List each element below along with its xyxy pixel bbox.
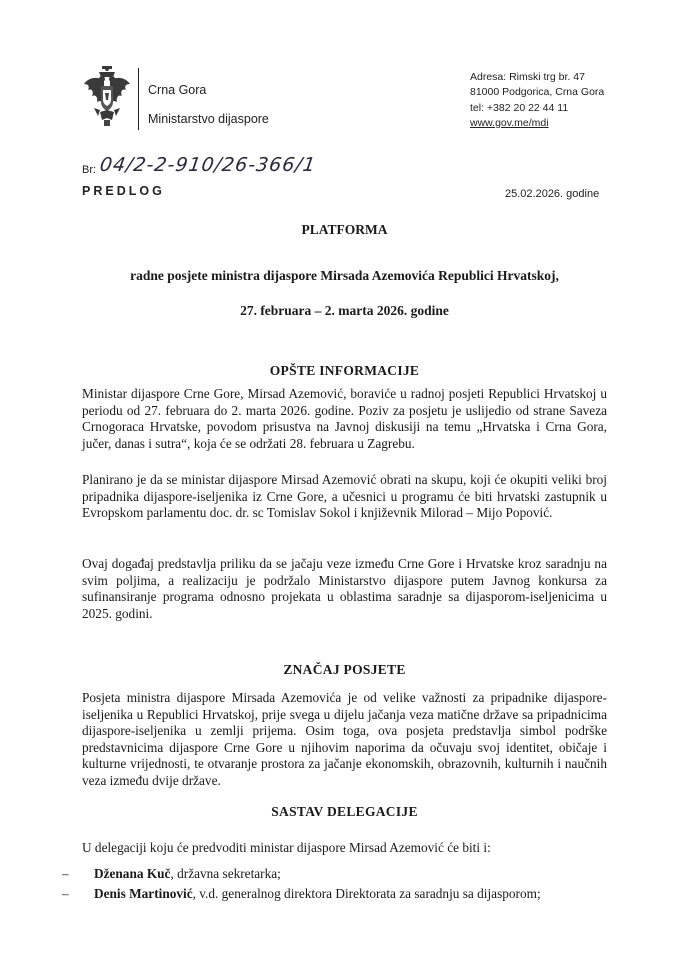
country-name: Crna Gora — [148, 83, 207, 97]
phone-line: tel: +382 20 22 44 11 — [470, 101, 569, 114]
reference-number-handwritten: 04/2-2-910/26-366/1 — [98, 154, 318, 176]
list-dash: – — [62, 886, 69, 901]
institution-block — [148, 76, 269, 134]
member-role: , v.d. generalnog direktora Direktorata za saradnju sa dijasporom; — [192, 886, 541, 901]
contact-block — [470, 70, 604, 131]
reference-label: Br: — [82, 164, 97, 176]
general-paragraph-2: Planirano je da se ministar dijaspore Mirsad Azemović obrati na skupu, koji će okupiti veliki broj pripadnika dijaspore-iseljenika iz Crne Gore, a učesnici u programu će biti hrvatski zastupnik u Evropskom parlamentu doc. dr. sc Tomislav Sokol i književnik Milorad – Mijo Popović. — [82, 472, 607, 521]
list-item — [62, 884, 622, 904]
member-name: Dženana Kuč — [94, 866, 171, 881]
address-line-1: Adresa: Rimski trg br. 47 — [470, 71, 585, 83]
coat-of-arms-icon — [82, 64, 132, 128]
heading-significance: ZNAČAJ POSJETE — [283, 662, 406, 677]
document-title: PLATFORMA — [301, 222, 388, 237]
document-subtitle: radne posjete ministra dijaspore Mirsada Azemovića Republici Hrvatskoj, — [130, 268, 559, 283]
delegation-intro: U delegaciji koju će predvoditi ministar dijaspore Mirsad Azemović će biti i: — [82, 840, 491, 855]
document-date: 25.02.2026. godine — [505, 188, 600, 200]
list-dash: – — [62, 866, 69, 881]
heading-delegation: SASTAV DELEGACIJE — [271, 804, 418, 819]
header-divider — [138, 68, 139, 130]
website-link[interactable]: www.gov.me/mdi — [470, 116, 549, 129]
member-name: Denis Martinović — [94, 886, 193, 901]
list-item — [62, 864, 622, 884]
heading-general-info: OPŠTE INFORMACIJE — [269, 363, 420, 378]
document-status: PREDLOG — [82, 184, 165, 198]
delegation-list — [62, 864, 622, 904]
visit-dates: 27. februara – 2. marta 2026. godine — [240, 303, 449, 318]
address-line-2: 81000 Podgorica, Crna Gora — [470, 86, 605, 99]
reference-number-line — [82, 146, 316, 176]
general-paragraph-3: Ovaj događaj predstavlja priliku da se jačaju veze između Crne Gore i Hrvatske kroz saradnju na svim poljima, a realizaciju je podržalo Ministarstvo dijaspore putem Javnog konkursa za sufinansiranje programa odnosno projekata u oblastima saradnje sa dijasporom-iseljenicima u 2025. godini. — [82, 556, 607, 621]
general-paragraph-1: Ministar dijaspore Crne Gore, Mirsad Azemović, boraviće u radnoj posjeti Republici Hrvatskoj u periodu od 27. februara do 2. marta 2026. godine. Poziv za posjetu je uslijedio od strane Saveza Crnogoraca Hrvatske, povodom prisustva na Javnoj diskusiji na temu „Hrvatska i Crna Gora, jučer, danas i sutra“, koja će se održati 28. februara u Zagrebu. — [82, 386, 607, 451]
significance-paragraph: Posjeta ministra dijaspore Mirsada Azemovića je od velike važnosti za pripadnike dijaspore-iseljenika u Republici Hrvatskoj, prije svega u dijelu jačanja veza matične države sa pripadnicima dijaspore-iseljenika u zemlji prijema. Osim toga, ova posjeta predstavlja simbol podrške predstavnicima dijaspore Crne Gore u njihovim naporima da očuvaju svoj identitet, običaje i kulturne vrijednosti, te otvaranje prostora za jačanje ekonomskih, obrazovnih, kulturnih i naučnih veza između dvije države. — [82, 690, 607, 788]
ministry-name: Ministarstvo dijaspore — [148, 112, 269, 126]
member-role: , državna sekretarka; — [170, 866, 281, 881]
